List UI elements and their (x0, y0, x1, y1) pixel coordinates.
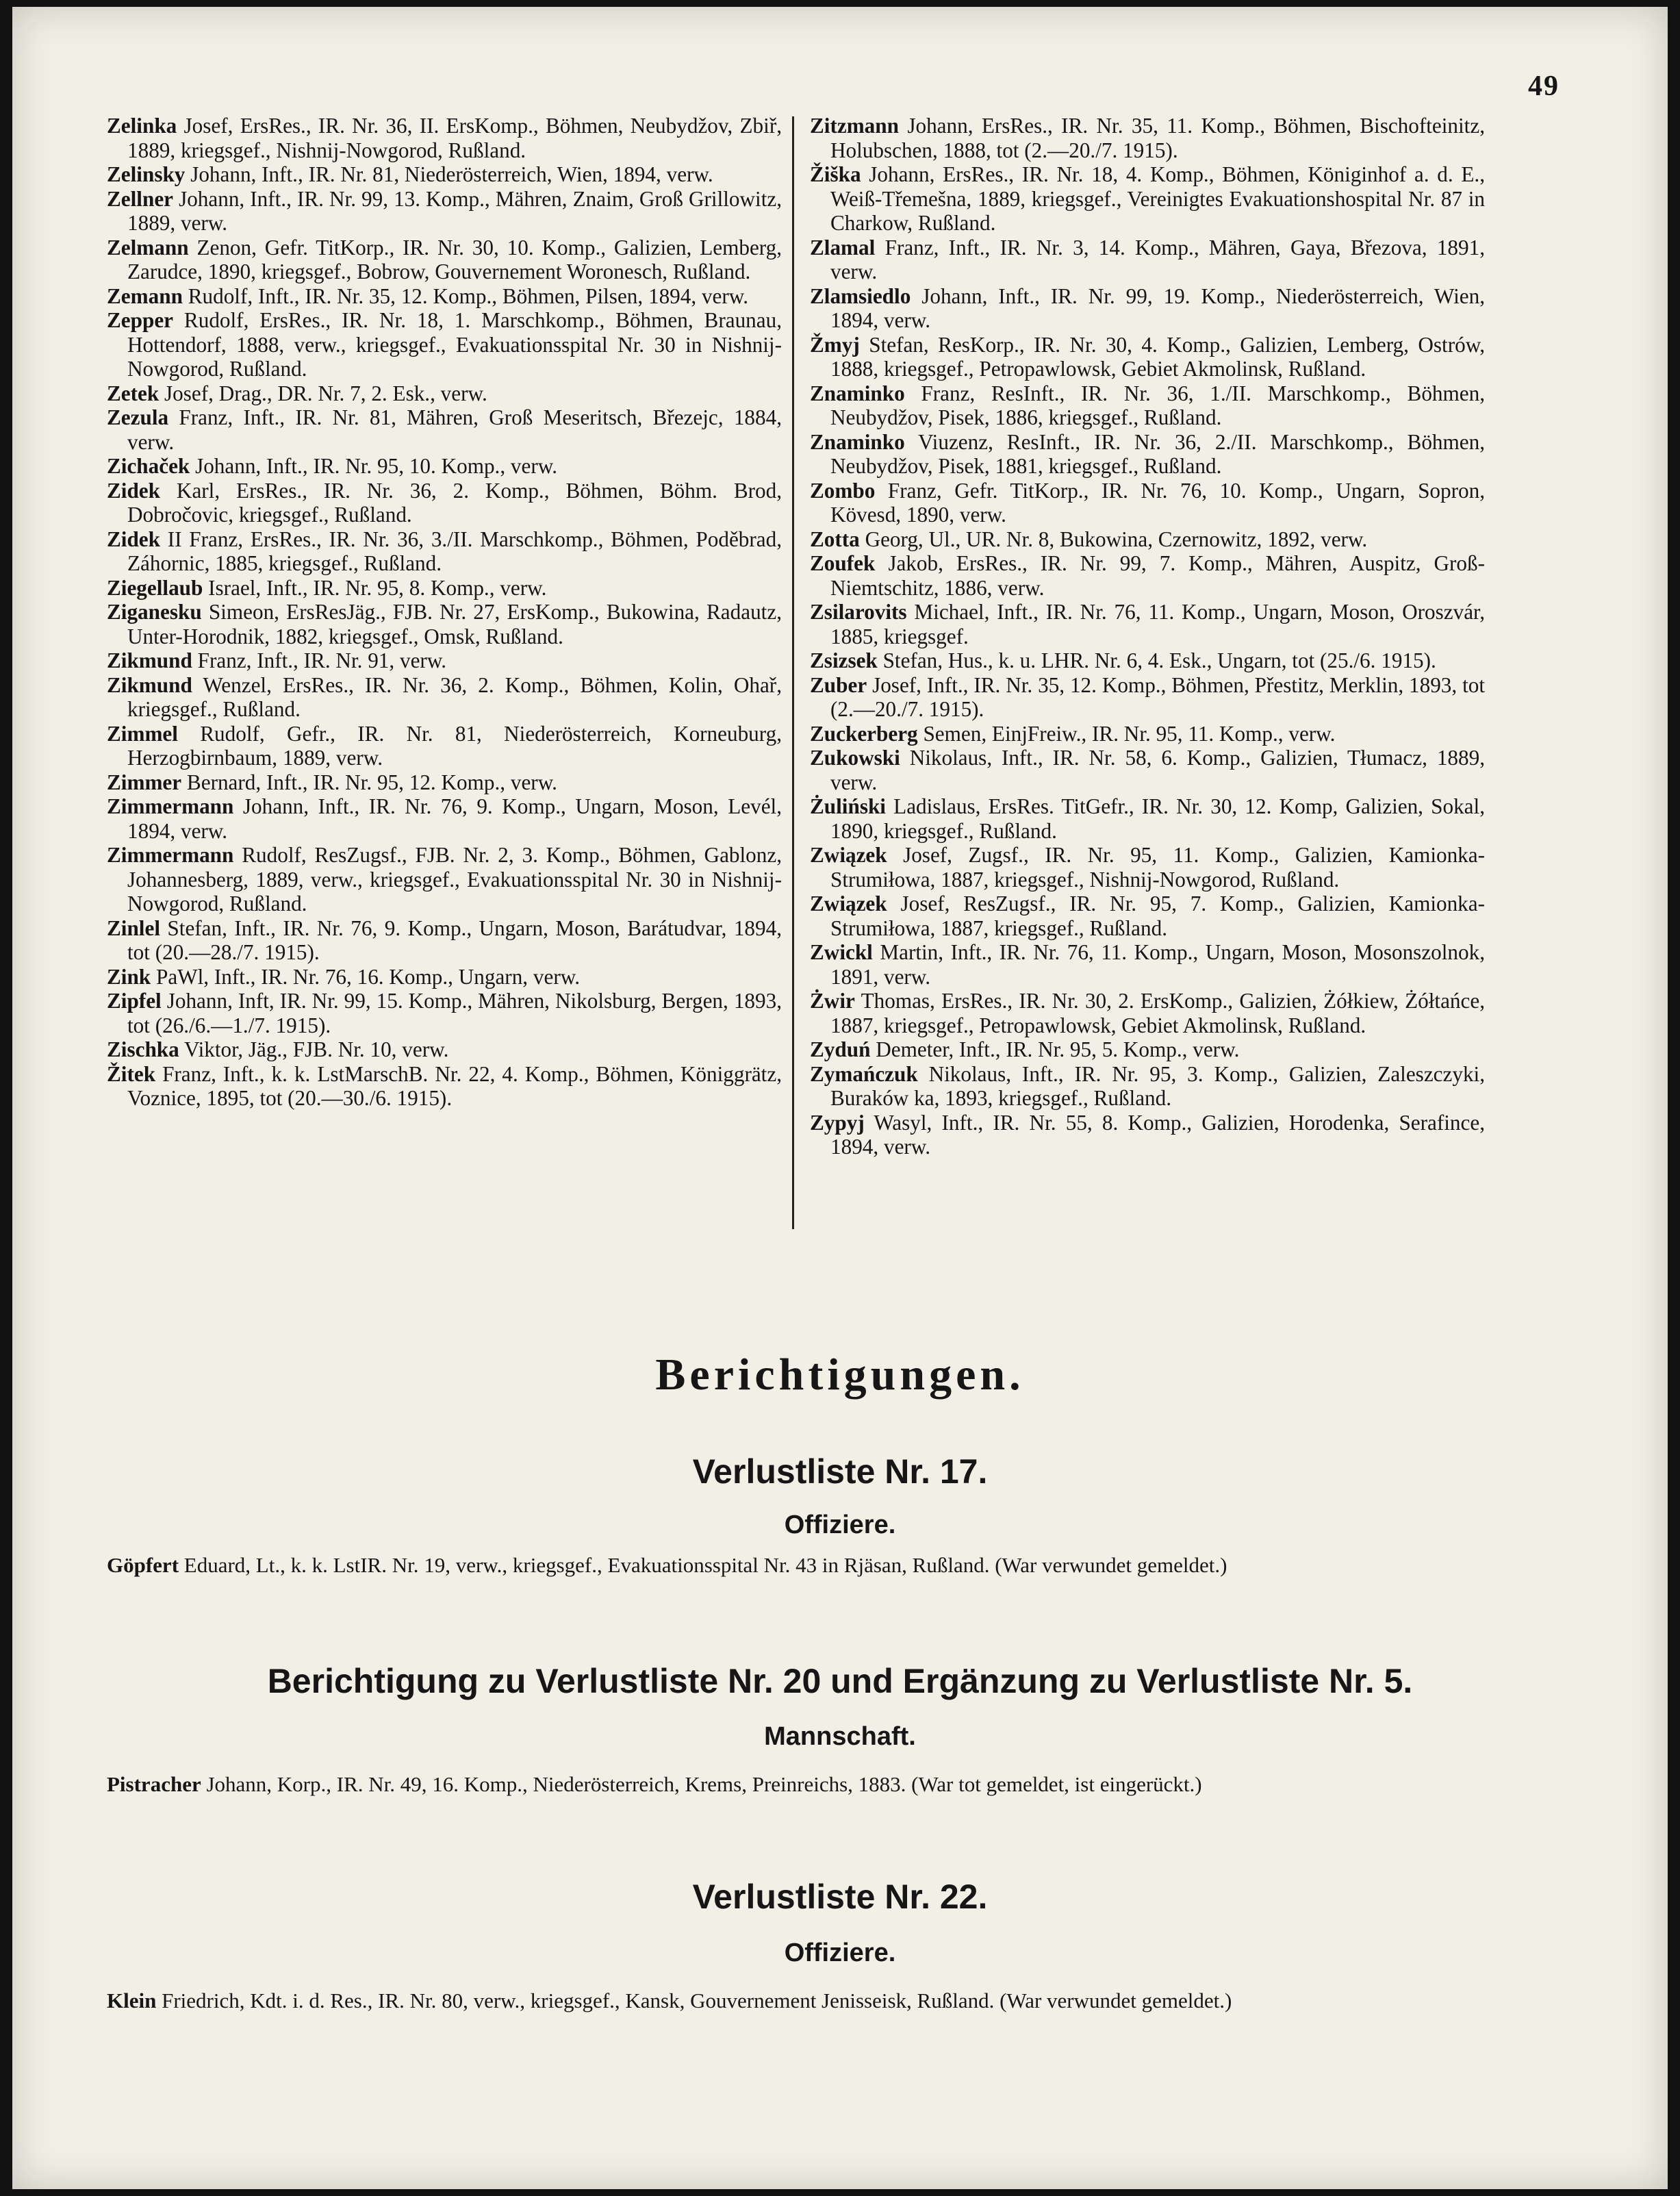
entry-text: Thomas, ErsRes., IR. Nr. 30, 2. ErsKomp., Galizien, Żółkiew, Żółtańce, 1887, kriegsgef., Petropawlowsk, Gebiet Akmolinsk, Rußland. (830, 989, 1485, 1037)
entry-name: Zezula (107, 405, 169, 429)
entry-name: Żuliński (810, 794, 886, 818)
entry-name: Göpfert (107, 1553, 179, 1577)
entry-name: Zidek (107, 478, 160, 503)
entry-name: Zuckerberg (810, 721, 918, 746)
entry-text: Wenzel, ErsRes., IR. Nr. 36, 2. Komp., Böhmen, Kolin, Ohař, kriegsgef., Rußland. (127, 672, 782, 721)
entry-text: II Franz, ErsRes., IR. Nr. 36, 3./II. Marschkomp., Böhmen, Poděbrad, Záhornic, 1885, kriegsgef., Rußland. (127, 527, 782, 575)
entry-text: Johann, ErsRes., IR. Nr. 35, 11. Komp., Böhmen, Bischofteinitz, Holubschen, 1888, tot (2.—20./7. 1915). (830, 114, 1485, 162)
entry-name: Klein (107, 1989, 157, 2012)
casualty-entry (107, 673, 782, 722)
entry-name: Związek (810, 843, 887, 867)
casualty-entry (810, 1037, 1485, 1062)
entry-name: Zwickl (810, 940, 873, 964)
casualty-entry (107, 843, 782, 916)
list-22-heading: Verlustliste Nr. 22. (692, 1878, 988, 1916)
entry-name: Zelinsky (107, 162, 186, 186)
casualty-entry (107, 114, 782, 162)
casualty-entry (810, 162, 1485, 236)
entry-name: Ziegellaub (107, 575, 203, 600)
casualty-entry (810, 551, 1485, 600)
entry-text: Israel, Inft., IR. Nr. 95, 8. Komp., verw. (203, 575, 547, 600)
casualty-entry (810, 746, 1485, 794)
entry-text: Franz, Gefr. TitKorp., IR. Nr. 76, 10. Komp., Ungarn, Sopron, Kövesd, 1890, verw. (830, 478, 1485, 527)
entry-name: Zuber (810, 672, 867, 697)
casualty-entry (810, 114, 1485, 162)
entry-text: Ladislaus, ErsRes. TitGefr., IR. Nr. 30, 12. Komp, Galizien, Sokal, 1890, kriegsgef., Rußland. (830, 794, 1485, 843)
entry-text: Johann, ErsRes., IR. Nr. 18, 4. Komp., Böhmen, Königinhof a. d. E., Weiß-Třemešna, 1889, kriegsgef., Vereinigtes Evakuationshospital Nr. 87 in Charkow, Rußland. (830, 162, 1485, 235)
casualty-entry (810, 430, 1485, 479)
casualty-entry (810, 527, 1485, 552)
entry-text: Rudolf, Inft., IR. Nr. 35, 12. Komp., Böhmen, Pilsen, 1894, verw. (182, 283, 749, 308)
casualty-entry (107, 527, 782, 576)
entry-text: Stefan, Inft., IR. Nr. 76, 9. Komp., Ungarn, Moson, Barátudvar, 1894, tot (20.—28./7. 1915). (127, 916, 782, 964)
entry-text: Johann, Inft., IR. Nr. 99, 13. Komp., Mähren, Znaim, Groß Grillowitz, 1889, verw. (127, 186, 782, 235)
entry-name: Zyduń (810, 1037, 871, 1061)
entry-name: Zichaček (107, 454, 190, 478)
entry-name: Zsizsek (810, 648, 878, 672)
casualty-entry (810, 236, 1485, 284)
entry-name: Zukowski (810, 746, 900, 770)
casualty-entry (107, 770, 782, 795)
entry-name: Pistracher (107, 1772, 201, 1796)
casualty-entry (107, 381, 782, 406)
left-column (107, 114, 782, 1111)
casualty-entry (107, 989, 782, 1037)
entry-name: Zemann (107, 283, 183, 308)
casualty-entry (810, 1062, 1485, 1111)
entry-name: Zimmermann (107, 794, 234, 818)
entry-name: Zlamal (810, 235, 876, 260)
entry-text: Georg, Ul., UR. Nr. 8, Bukowina, Czernowitz, 1892, verw. (859, 527, 1368, 551)
casualty-entry (810, 843, 1485, 892)
casualty-entry (107, 187, 782, 236)
entry-text: Karl, ErsRes., IR. Nr. 36, 2. Komp., Böhmen, Böhm. Brod, Dobročovic, kriegsgef., Rußland. (127, 478, 782, 527)
entry-text: Josef, ResZugsf., IR. Nr. 95, 7. Komp., Galizien, Kamionka-Strumiłowa, 1887, kriegsgef., Rußland. (830, 892, 1485, 940)
entry-name: Žitek (107, 1061, 156, 1086)
entry-name: Zypyj (810, 1110, 865, 1135)
entry-text: Josef, Zugsf., IR. Nr. 95, 11. Komp., Galizien, Kamionka-Strumiłowa, 1887, kriegsgef., Nishnij-Nowgorod, Rußland. (830, 843, 1485, 892)
entry-name: Zimmermann (107, 843, 234, 867)
list-17-subheading: Offiziere. (784, 1511, 896, 1539)
casualty-entry (107, 1037, 782, 1062)
entry-text: Bernard, Inft., IR. Nr. 95, 12. Komp., verw. (181, 770, 557, 794)
entry-name: Zink (107, 964, 151, 989)
casualty-entry (107, 794, 782, 843)
entry-text: Jakob, ErsRes., IR. Nr. 99, 7. Komp., Mähren, Auspitz, Groß-Niemtschitz, 1886, verw. (830, 551, 1485, 600)
list-20-subheading: Mannschaft. (764, 1722, 916, 1751)
list-22-subheading: Offiziere. (784, 1939, 896, 1967)
entry-text: Viktor, Jäg., FJB. Nr. 10, verw. (179, 1037, 449, 1061)
entry-text: Rudolf, ResZugsf., FJB. Nr. 2, 3. Komp., Böhmen, Gablonz, Johannesberg, 1889, verw., kriegsgef., Evakuationsspital Nr. 30 in Nishnij-Nowgorod, Rußland. (127, 843, 782, 916)
entry-text: Simeon, ErsResJäg., FJB. Nr. 27, ErsKomp., Bukowina, Radautz, Unter-Horodnik, 1882, kriegsgef., Omsk, Rußland. (127, 600, 782, 648)
entry-text: Johann, Korp., IR. Nr. 49, 16. Komp., Niederösterreich, Krems, Preinreichs, 1883. (War tot gemeldet, ist eingerückt.) (201, 1772, 1202, 1796)
entry-name: Zikmund (107, 672, 192, 697)
entry-text: Josef, Inft., IR. Nr. 35, 12. Komp., Böhmen, Přestitz, Merklin, 1893, tot (2.—20./7. 1915). (830, 672, 1485, 721)
entry-name: Znaminko (810, 429, 905, 454)
casualty-entry (810, 794, 1485, 843)
casualty-entry (810, 1111, 1485, 1159)
casualty-entry (107, 479, 782, 527)
casualty-entry (810, 892, 1485, 940)
entry-text: Eduard, Lt., k. k. LstIR. Nr. 19, verw., kriegsgef., Evakuationsspital Nr. 43 in Rjäsan, Rußland. (War verwundet gemeldet.) (179, 1553, 1227, 1577)
casualty-entry (810, 673, 1485, 722)
entry-name: Zlamsiedlo (810, 283, 911, 308)
casualty-entry (107, 308, 782, 381)
entry-name: Žiška (810, 162, 861, 186)
page-number: 49 (1528, 71, 1560, 102)
entry-text: Rudolf, ErsRes., IR. Nr. 18, 1. Marschkomp., Böhmen, Braunau, Hottendorf, 1888, verw., kriegsgef., Evakuationsspital Nr. 30 in Nishnij-Nowgorod, Rußland. (127, 308, 782, 381)
entry-text: Michael, Inft., IR. Nr. 76, 11. Komp., Ungarn, Moson, Oroszvár, 1885, kriegsgef. (830, 600, 1485, 648)
entry-name: Zidek (107, 527, 160, 551)
entry-name: Zimmel (107, 721, 178, 746)
entry-text: Franz, Inft., IR. Nr. 81, Mähren, Groß Meseritsch, Březejc, 1884, verw. (127, 405, 782, 454)
casualty-entry (107, 1062, 782, 1111)
entry-text: Johann, Inft., IR. Nr. 95, 10. Komp., verw. (190, 454, 558, 478)
list-17-entry (107, 1552, 1449, 1578)
entry-text: Viuzenz, ResInft., IR. Nr. 36, 2./II. Marschkomp., Böhmen, Neubydžov, Pisek, 1881, kriegsgef., Rußland. (830, 429, 1485, 478)
casualty-entry (107, 405, 782, 454)
entry-text: Nikolaus, Inft., IR. Nr. 95, 3. Komp., Galizien, Zaleszczyki, Buraków ka, 1893, kriegsgef., Rußland. (830, 1061, 1485, 1110)
entry-text: Wasyl, Inft., IR. Nr. 55, 8. Komp., Galizien, Horodenka, Serafince, 1894, verw. (830, 1110, 1485, 1159)
entry-name: Znaminko (810, 381, 905, 405)
casualty-entry (107, 454, 782, 479)
casualty-entry (810, 648, 1485, 673)
entry-text: Josef, Drag., DR. Nr. 7, 2. Esk., verw. (159, 381, 487, 405)
corrections-title: Berichtigungen. (655, 1350, 1025, 1400)
entry-name: Żwir (810, 989, 855, 1013)
entry-text: Semen, EinjFreiw., IR. Nr. 95, 11. Komp., verw. (917, 721, 1336, 746)
entry-text: Franz, ResInft., IR. Nr. 36, 1./II. Marschkomp., Böhmen, Neubydžov, Pisek, 1886, kriegsgef., Rußland. (830, 381, 1485, 429)
entry-name: Zelmann (107, 235, 189, 260)
casualty-entry (107, 236, 782, 284)
page (12, 7, 1668, 2189)
entry-text: Rudolf, Gefr., IR. Nr. 81, Niederösterreich, Korneuburg, Herzogbirnbaum, 1889, verw. (127, 721, 782, 770)
entry-name: Zellner (107, 186, 174, 211)
entry-text: Franz, Inft., k. k. LstMarschB. Nr. 22, 4. Komp., Böhmen, Königgrätz, Voznice, 1895, tot (20.—30./6. 1915). (127, 1061, 782, 1110)
entry-text: Johann, Inft., IR. Nr. 81, Niederösterreich, Wien, 1894, verw. (185, 162, 713, 186)
entry-text: Franz, Inft., IR. Nr. 3, 14. Komp., Mähren, Gaya, Březova, 1891, verw. (830, 235, 1485, 283)
list-17-heading: Verlustliste Nr. 17. (692, 1452, 988, 1491)
entry-name: Ziganesku (107, 600, 202, 624)
entry-name: Zischka (107, 1037, 179, 1061)
casualty-entry (107, 576, 782, 601)
entry-text: Demeter, Inft., IR. Nr. 95, 5. Komp., verw. (870, 1037, 1240, 1061)
entry-name: Zimmer (107, 770, 182, 794)
entry-name: Zymańczuk (810, 1061, 918, 1086)
column-divider (792, 116, 794, 1229)
entry-text: Nikolaus, Inft., IR. Nr. 58, 6. Komp., Galizien, Tłumacz, 1889, verw. (830, 746, 1485, 794)
entry-text: Martin, Inft., IR. Nr. 76, 11. Komp., Ungarn, Moson, Mosonszolnok, 1891, verw. (830, 940, 1485, 989)
casualty-entry (107, 965, 782, 989)
list-22-entry (107, 1988, 1449, 2013)
entry-name: Zepper (107, 308, 174, 332)
entry-name: Zitzmann (810, 114, 899, 138)
entry-text: Friedrich, Kdt. i. d. Res., IR. Nr. 80, verw., kriegsgef., Kansk, Gouvernement Jenisseisk, Rußland. (War verwundet gemeldet.) (156, 1989, 1232, 2012)
casualty-entry (810, 722, 1485, 746)
entry-text: PaWl, Inft., IR. Nr. 76, 16. Komp., Ungarn, verw. (151, 964, 580, 989)
entry-name: Zikmund (107, 648, 192, 672)
entry-name: Zoufek (810, 551, 876, 575)
casualty-entry (810, 479, 1485, 527)
entry-text: Johann, Inft., IR. Nr. 99, 19. Komp., Niederösterreich, Wien, 1894, verw. (830, 283, 1485, 332)
casualty-entry (107, 284, 782, 309)
entry-text: Josef, ErsRes., IR. Nr. 36, II. ErsKomp., Böhmen, Neubydžov, Zbiř, 1889, kriegsgef., Nishnij-Nowgorod, Rußland. (127, 114, 782, 162)
entry-name: Zinlel (107, 916, 160, 940)
entry-name: Žmyj (810, 332, 860, 357)
entry-name: Zombo (810, 478, 876, 503)
entry-text: Stefan, Hus., k. u. LHR. Nr. 6, 4. Esk., Ungarn, tot (25./6. 1915). (877, 648, 1436, 672)
entry-text: Zenon, Gefr. TitKorp., IR. Nr. 30, 10. Komp., Galizien, Lemberg, Zarudce, 1890, kriegsgef., Bobrow, Gouvernement Woronesch, Rußland. (127, 235, 782, 283)
entry-text: Johann, Inft, IR. Nr. 99, 15. Komp., Mähren, Nikolsburg, Bergen, 1893, tot (26./6.—1./7. 1915). (127, 989, 782, 1037)
entry-name: Zipfel (107, 989, 162, 1013)
casualty-entry (810, 284, 1485, 333)
casualty-entry (810, 989, 1485, 1037)
casualty-entry (810, 940, 1485, 989)
entry-name: Zsilarovits (810, 600, 907, 624)
list-20-heading: Berichtigung zu Verlustliste Nr. 20 und Ergänzung zu Verlustliste Nr. 5. (267, 1662, 1413, 1700)
entry-name: Zelinka (107, 114, 177, 138)
entry-text: Stefan, ResKorp., IR. Nr. 30, 4. Komp., Galizien, Lemberg, Ostrów, 1888, kriegsgef., Petropawlowsk, Gebiet Akmolinsk, Rußland. (830, 332, 1485, 381)
entry-text: Johann, Inft., IR. Nr. 76, 9. Komp., Ungarn, Moson, Levél, 1894, verw. (127, 794, 782, 843)
entry-name: Związek (810, 892, 887, 916)
list-20-entry (107, 1771, 1449, 1797)
casualty-entry (107, 916, 782, 965)
casualty-entry (107, 600, 782, 648)
casualty-entry (810, 600, 1485, 648)
right-column (810, 114, 1485, 1159)
entry-name: Zetek (107, 381, 160, 405)
casualty-entry (107, 722, 782, 770)
casualty-entry (810, 381, 1485, 430)
casualty-entry (107, 648, 782, 673)
casualty-entry (810, 333, 1485, 381)
entry-name: Zotta (810, 527, 860, 551)
casualty-entry (107, 162, 782, 187)
entry-text: Franz, Inft., IR. Nr. 91, verw. (192, 648, 447, 672)
